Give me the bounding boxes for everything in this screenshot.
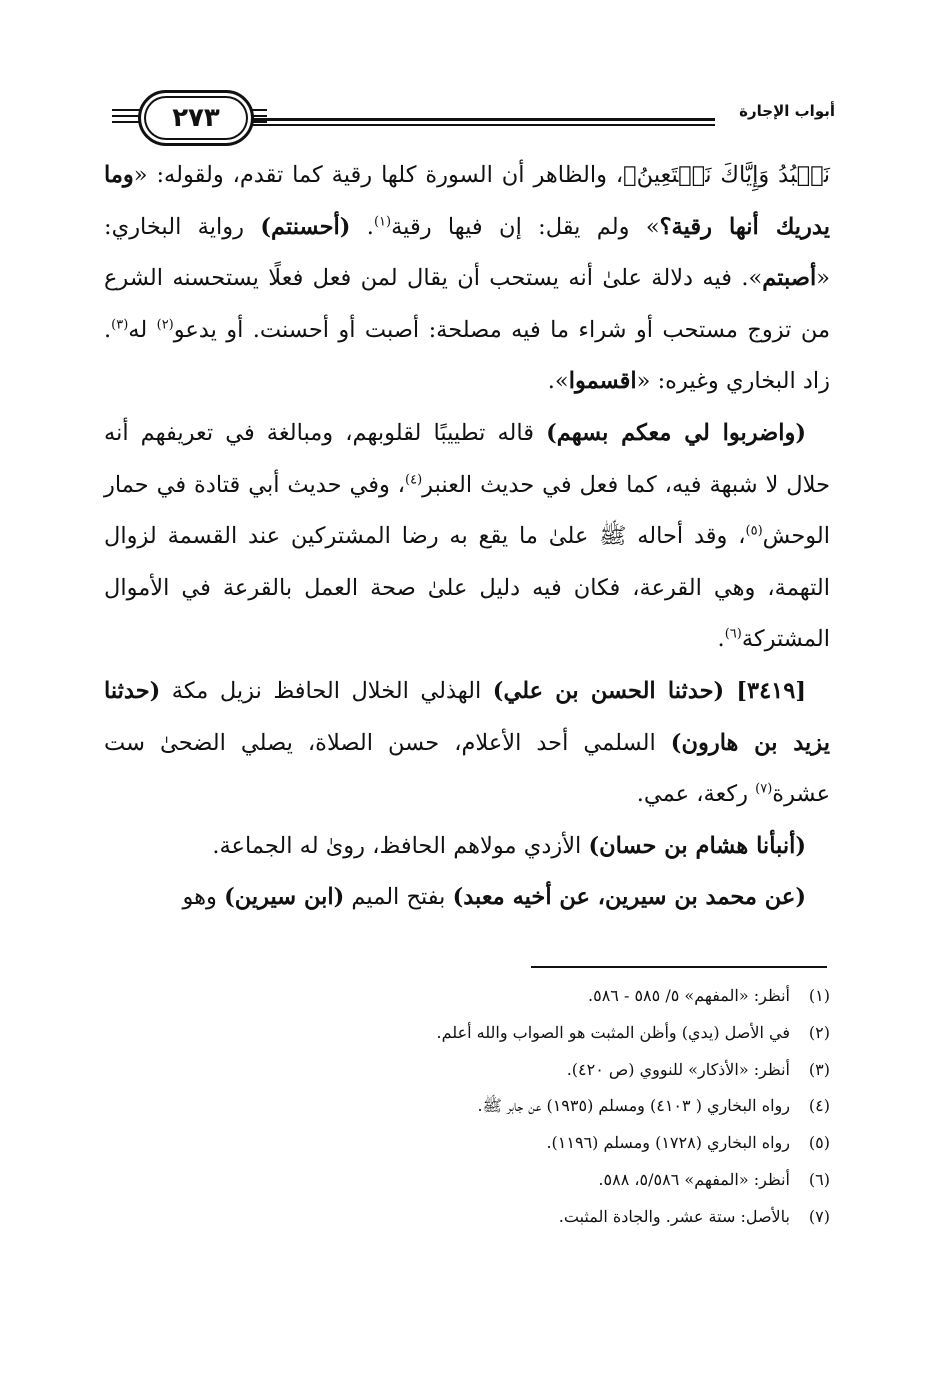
page-number-badge [138,90,254,146]
text-run: ». [547,368,569,395]
text-run: رواية البخاري: « [104,213,830,292]
bold-text: اقسموا [568,368,637,395]
bold-text: (حدثنا يزيد بن هارون) [104,677,830,756]
text-run: بفتح الميم [344,884,453,911]
footnote [110,1162,830,1199]
footnote-number: (٥) [808,1133,830,1153]
footnote [110,1125,830,1162]
footnote-number: (٣) [808,1059,830,1079]
page-header [100,88,835,148]
main-text [104,150,830,924]
footnote-number: (٤) [808,1096,830,1116]
text-run: ». فيه دلالة علىٰ أنه يستحب أن يقال لمن فعل فعلًا يستحسنه الشرع من تزوج مستحب أو شراء ما فيه مصلحة: أصبت أو أحسنت. أو يدعو [104,265,830,343]
footnote-text: رواه البخاري (١٧٢٨) ومسلم (١١٩٦). [546,1133,790,1153]
footnote-number: (٧) [808,1206,830,1226]
text-run: الهذلي الخلال الحافظ نزيل مكة [160,677,493,704]
bold-text: وما يدريك أنها رقية؟ [104,162,830,240]
footnote-text: في الأصل (يدي) وأظن المثبت هو الصواب والله أعلم. [436,1022,790,1042]
text-run: » ولم يقل: إن فيها رقية [391,213,660,240]
bold-text: (أحسنتم) [260,213,351,240]
text-run: الأزدي مولاهم الحافظ، روىٰ له الجماعة. [212,832,589,859]
bold-text: [٣٤١٩] (حدثنا الحسن بن علي) [492,677,806,704]
paragraph [104,666,830,821]
paragraph [104,821,830,873]
text-run: قاله تطييبًا لقلوبهم، ومبالغة في تعريفهم أنه حلال لا شبهة فيه، كما فعل في حديث العنبر [104,419,830,498]
footnote-marker: (٧) [755,781,773,797]
footnote-text: أنظر: «المفهم» ٥/ ٥٨٥ - ٥٨٦. [588,986,790,1005]
footnotes [110,978,830,1236]
text-run: ركعة، عمي. [636,781,756,808]
footnote-text: بالأصل: ستة عشر. والجادة المثبت. [558,1206,790,1226]
text-run: ، وفي حديث أبي قتادة في حمار الوحش [104,471,830,550]
footnote [110,1015,830,1052]
footnote-number: (٢) [808,1022,830,1042]
text-run: السلمي أحد الأعلام، حسن الصلاة، يصلي الضحىٰ ست عشرة [104,729,830,808]
text-run: . [350,213,374,240]
text-run: ، وقد أحاله ﷺ علىٰ ما يقع به رضا المشتركين عند القسمة لزوال التهمة، وهي القرعة، فكان فيه دليل علىٰ صحة العمل بالقرعة في الأموال المشتركة [104,523,830,653]
text-run: . [717,626,725,653]
footnote-marker: (٣) [111,317,129,333]
bold-text: (عن محمد بن سيرين، عن أخيه معبد) [452,884,806,911]
paragraph [104,150,830,408]
footnote-text: رواه البخاري ( ٤١٠٣) ومسلم (١٩٣٥) عن جابر ﷺ. [477,1096,790,1116]
paragraph [104,872,830,924]
bold-text: (واضربوا لي معكم بسهم) [546,419,806,446]
bold-text: أصبتم [762,265,817,292]
footnote-marker: (١) [373,214,392,230]
bold-text: (ابن سيرين) [224,884,345,911]
footnote-number: (٦) [808,1169,830,1189]
footnote [110,1199,830,1236]
text-run: وهو [182,884,225,911]
footnote-number: (١) [808,986,830,1005]
bold-text: (أنبأنا هشام بن حسان) [588,832,806,859]
header-rule [250,118,715,121]
footnote-marker: (٦) [724,626,742,642]
footnote-marker: (٥) [745,523,763,539]
chapter-title: أبواب الإجارة [739,102,835,120]
footnote [110,1088,830,1125]
footnote-text: أنظر: «المفهم» ٥/٥٨٦، ٥٨٨. [598,1169,790,1189]
text-run: نَعۡبُدُ وَإِيَّاكَ نَسۡتَعِينُ﴾، والظاهر أن السورة كلها رقية كما تقدم، ولقوله: « [133,162,830,188]
footnote-marker: (٢) [156,317,174,333]
footnote [110,1052,830,1089]
text-run: . زاد البخاري وغيره: « [104,316,830,395]
paragraph [104,408,830,666]
footnote-text: أنظر: «الأذكار» للنووي (ص ٤٢٠). [566,1059,790,1079]
text-run: له [128,316,157,343]
page-number: ٢٧٣ [172,103,220,133]
footnote-marker: (٤) [405,472,423,488]
footnote-separator [531,966,827,968]
footnote [110,978,830,1015]
